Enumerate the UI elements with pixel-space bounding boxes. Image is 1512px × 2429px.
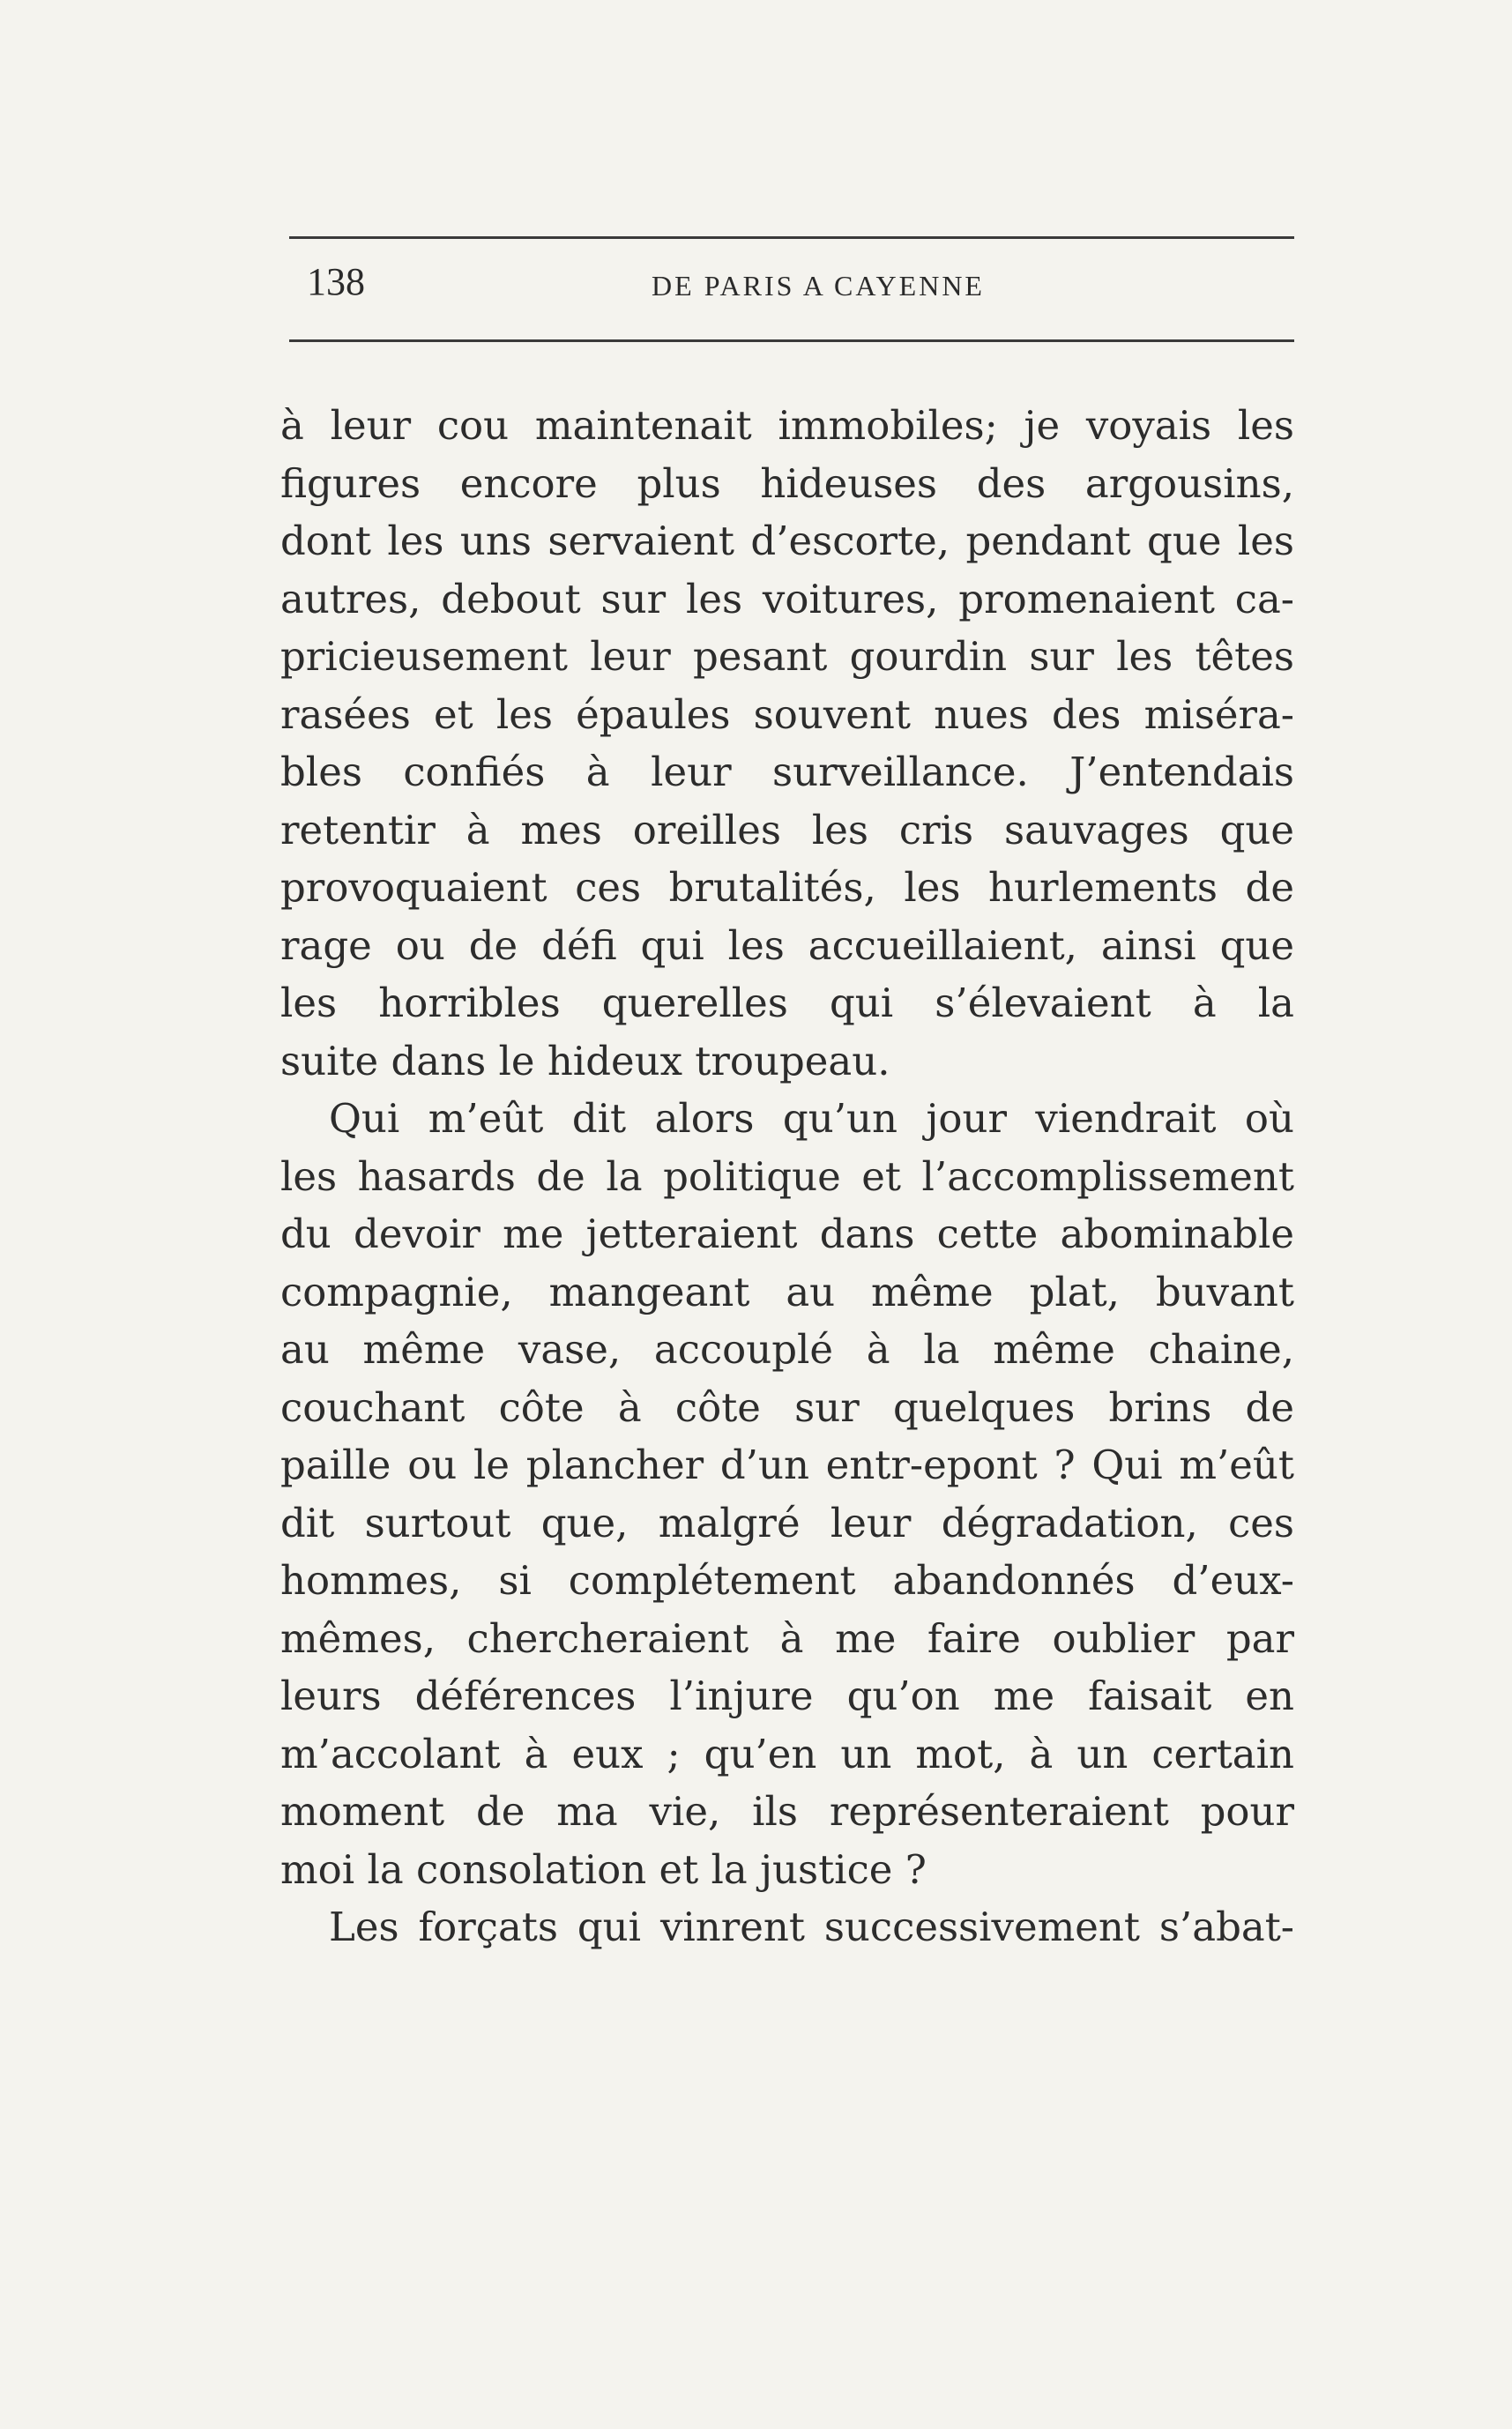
text-line: rage ou de défi qui les accueillaient, ainsi que bbox=[280, 921, 1294, 969]
text-line: les horribles querelles qui s’élevaient à la bbox=[280, 980, 1294, 1026]
text-line: retentir à mes oreilles les cris sauvages que bbox=[280, 806, 1294, 853]
text-line: bles confiés à leur surveillance. J’entendais bbox=[280, 749, 1294, 795]
paragraph-end-line: moi la consolation et la justice ? bbox=[280, 1845, 927, 1893]
running-header bbox=[289, 256, 1294, 317]
paragraph-start-line: Qui m’eût dit alors qu’un jour viendrait où bbox=[329, 1095, 1294, 1142]
text-line: couchant côte à côte sur quelques brins de bbox=[280, 1383, 1294, 1431]
text-line: m’accolant à eux ; qu’en un mot, à un certain bbox=[280, 1730, 1294, 1777]
text-line: compagnie, mangeant au même plat, buvant bbox=[280, 1268, 1294, 1315]
text-line: les hasards de la politique et l’accomplissement bbox=[280, 1152, 1294, 1200]
text-line: au même vase, accouplé à la même chaine, bbox=[280, 1326, 1294, 1373]
text-line: provoquaient ces brutalités, les hurlements de bbox=[280, 864, 1294, 911]
text-line: mêmes, chercheraient à me faire oublier par bbox=[280, 1614, 1294, 1662]
text-line: à leur cou maintenait immobiles; je voyais les bbox=[280, 402, 1294, 449]
text-line: paille ou le plancher d’un entr-epont ? Qui m’eût bbox=[280, 1442, 1294, 1488]
text-line: moment de ma vie, ils représenteraient pour bbox=[280, 1788, 1294, 1835]
text-line: figures encore plus hideuses des argousins, bbox=[280, 459, 1294, 507]
text-line: pricieusement leur pesant gourdin sur les têtes bbox=[280, 633, 1294, 680]
text-line: dit surtout que, malgré leur dégradation, ces bbox=[280, 1499, 1294, 1546]
text-line: dont les uns servaient d’escorte, pendant que les bbox=[280, 518, 1294, 564]
header-bottom-rule bbox=[289, 339, 1294, 342]
running-title: DE PARIS A CAYENNE bbox=[652, 270, 985, 302]
paragraph-start-line: Les forçats qui vinrent successivement s’abat- bbox=[329, 1904, 1294, 1950]
text-line: du devoir me jetteraient dans cette abominable bbox=[280, 1211, 1294, 1257]
page-number: 138 bbox=[307, 260, 365, 303]
body-text bbox=[280, 397, 1294, 1956]
header-top-rule bbox=[289, 236, 1294, 239]
paragraph-end-line: suite dans le hideux troupeau. bbox=[280, 1037, 890, 1084]
text-line: hommes, si complétement abandonnés d’eux- bbox=[280, 1557, 1294, 1604]
text-line: rasées et les épaules souvent nues des miséra- bbox=[280, 690, 1294, 738]
text-line: autres, debout sur les voitures, promenaient ca- bbox=[280, 575, 1294, 622]
text-line: leurs déférences l’injure qu’on me faisait en bbox=[280, 1673, 1294, 1719]
